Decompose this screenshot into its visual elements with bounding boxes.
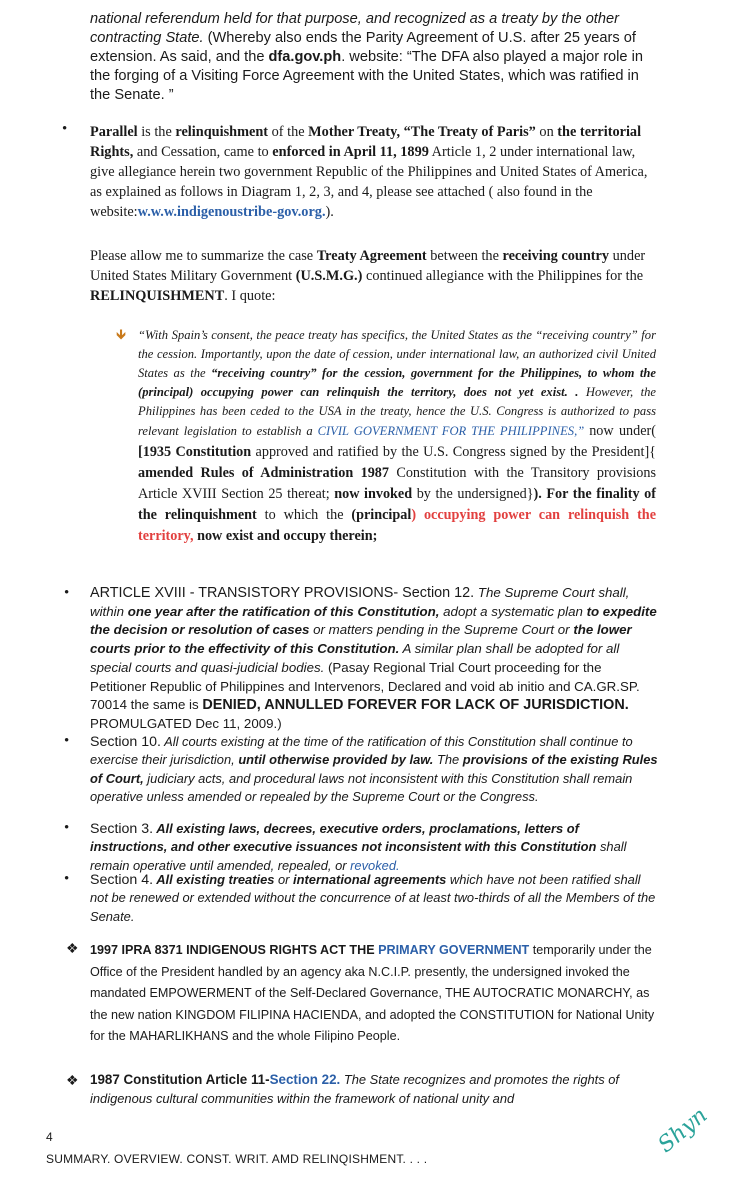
summary-paragraph: Please allow me to summarize the case Treaty Agreement between the receiving country under United States Military Government (U.S.M.G.) continued allegiance with the Philippines for the RELINQUISHMENT. I quote: [90, 248, 646, 304]
intro-text-2: . website: “The DFA also played a major role in the forging of a Visiting Force Agreement with the United States, which was ratified in the Senate. ” [90, 49, 643, 103]
bullet-dot: • [64, 733, 70, 749]
const-1987-paragraph: 1987 Constitution Article 11-Section 22. The State recognizes and promotes the rights of indigenous cultural communities within the framework of national unity and [90, 1072, 620, 1106]
intro-site: dfa.gov.ph [268, 49, 342, 65]
website-link[interactable]: w.w.w.indigenoustribe-gov.org. [137, 204, 326, 220]
civil-government-link[interactable]: CIVIL GOVERNMENT FOR THE PHILIPPINES,” [317, 424, 585, 438]
ipra-paragraph: 1997 IPRA 8371 INDIGENOUS RIGHTS ACT THE PRIMARY GOVERNMENT temporarily under the Office of the President handled by an agency aka N.C.I.P. presently, the undersigned invoked the mandated EMPOWERMENT of the Self-Declared Governance, THE AUTOCRATIC MONARCHY, as the new nation KINGDOM FILIPINA HACIENDA, and adopted the CONSTITUTION for National Unity for the MAHARLIKHANS and the whole Filipino People. [90, 943, 655, 1043]
intro-text-1: (Whereby also ends the Parity Agreement of U.S. after 25 years of extension. As said, and the [90, 30, 636, 65]
footer-text: SUMMARY. OVERVIEW. CONST. WRIT. AMD RELINQISHMENT. . . . [46, 1152, 428, 1166]
signature: Shyn [653, 1102, 713, 1159]
intro-paragraph [90, 10, 658, 105]
revoked-link[interactable]: revoked. [350, 857, 400, 873]
article-18-paragraph: ARTICLE XVIII - TRANSISTORY PROVISIONS- Section 12. The Supreme Court shall, within one year after the ratification of this Constitution, adopt a systematic plan to expedite the decision or resolution of cases or matters pending in the Supreme Court or the lower courts prior to the effectivity of this Constitution. A similar plan shall be adopted for all special courts and quasi-judicial bodies. (Pasay Regional Trial Court proceeding for the Petitioner Republic of Philippines and Intervenors, Declared and void ab initio and CA.GR.SP. 70014 the same is DENIED, ANNULLED FOREVER FOR LACK OF JURISDICTION. PROMULGATED Dec 11, 2009.) [90, 585, 657, 731]
quote-red-text: occupying power can relinquish the territory, [138, 507, 656, 544]
section-10-paragraph: Section 10. All courts existing at the time of the ratification of this Constitution shall continue to exercise their jurisdiction, until otherwise provided by law. The provisions of the existing Rules of Court, judiciary acts, and procedural laws not inconsistent with this Constitution shall remain operative unless amended or repealed by the Supreme Court or the Congress. [90, 734, 658, 804]
bullet-dot: • [64, 820, 70, 836]
diamond-bullet-icon: ❖ [66, 1074, 79, 1089]
bullet-dot: • [64, 871, 70, 887]
arrow-down-icon: 🡻 [116, 327, 127, 343]
primary-government-link[interactable]: PRIMARY GOVERNMENT [374, 943, 530, 957]
bullet-dot: • [64, 585, 70, 601]
intro-italic: national referendum held for that purpose, and recognized as a treaty by the other contracting State. [90, 11, 619, 46]
section-22-link[interactable]: Section 22. [269, 1072, 341, 1087]
section-4-paragraph: Section 4. All existing treaties or international agreements which have not been ratified shall not be renewed or extended without the concurrence of at least two-thirds of all the Members of the Senate. [90, 872, 656, 924]
diamond-bullet-icon: ❖ [66, 942, 79, 957]
page-number: 4 [46, 1130, 53, 1144]
section-3-paragraph: Section 3. All existing laws, decrees, executive orders, proclamations, letters of instructions, and other executive issuances not inconsistent with this Constitution shall remain operative until amended, repealed, or revoked. [90, 821, 627, 873]
quote-paragraph: “With Spain’s consent, the peace treaty has specifics, the United States as the “receiving country” for the cession. Importantly, upon the date of cession, under international law, an authorized civil United States as the “receiving country” for the cession, government for the Philippines, to whom the (principal) occupying power can relinquish the territory, does not yet exist. . However, the Philippines has been ceded to the USA in the treaty, hence the U.S. Congress is authorized to pass relevant legislation to establish a CIVIL GOVERNMENT FOR THE PHILIPPINES,” now under( [1935 Constitution approved and ratified by the U.S. Congress signed by the President]{ amended Rules of Administration 1987 Constitution with the Transitory provisions Article XVIII Section 25 thereat; now invoked by the undersigned}). For the finality of the relinquishment to which the (principal) occupying power can relinquish the territory, now exist and occupy therein; [138, 328, 657, 544]
bullet-dot: • [62, 121, 68, 137]
parallel-paragraph: Parallel is the relinquishment of the Mother Treaty, “The Treaty of Paris” on the territorial Rights, and Cessation, came to enforced in April 11, 1899 Article 1, 2 under international law, give allegiance herein two government Republic of the Philippines and United States of America, as explained as follows in Diagram 1, 2, 3, and 4, please see attached ( also found in the website:w.w.w.indigenoustribe-gov.org.). [90, 124, 648, 220]
